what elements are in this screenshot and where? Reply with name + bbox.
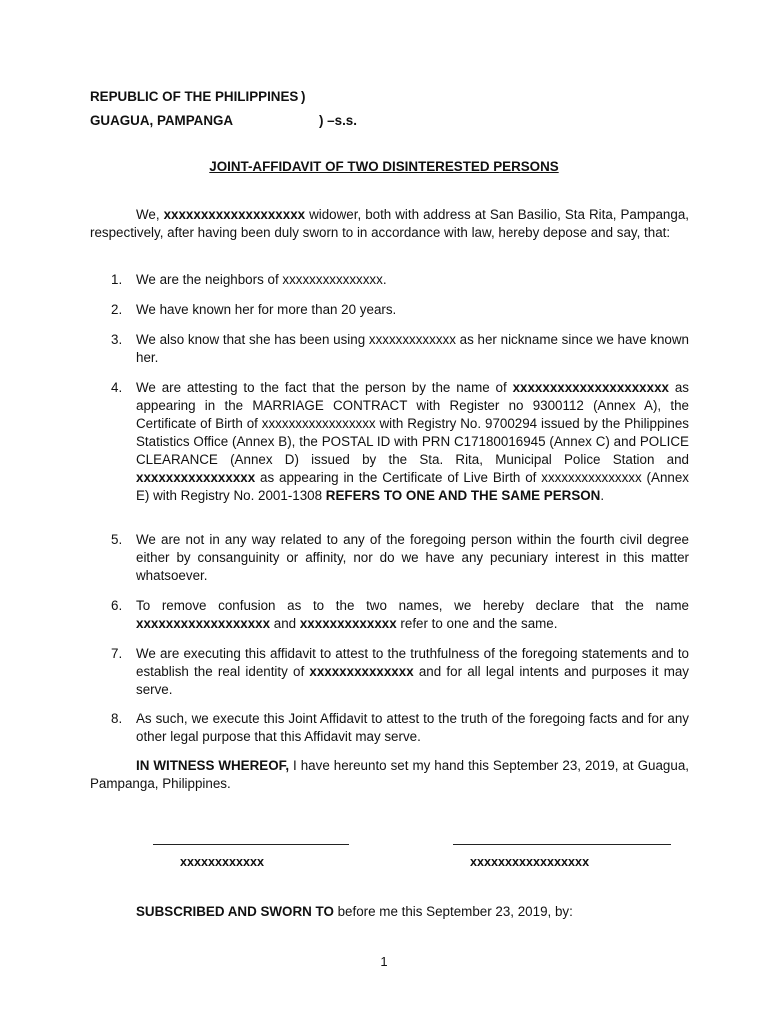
statement-item — [111, 271, 689, 289]
signatory-name-right: xxxxxxxxxxxxxxxxx — [470, 855, 590, 869]
statement-text — [136, 380, 689, 503]
witness-paragraph — [90, 757, 689, 793]
jurat-lead: SUBSCRIBED AND SWORN TO — [136, 904, 334, 919]
signatory-name-left: xxxxxxxxxxxx — [180, 855, 265, 869]
statement-item — [111, 531, 689, 585]
statement-run: We are the neighbors of xxxxxxxxxxxxxxx. — [136, 272, 387, 287]
statement-run: To remove confusion as to the two names, we hereby declare that the name — [136, 598, 689, 613]
statement-emphasis: xxxxxxxxxxxxxx — [309, 664, 414, 679]
statement-run: as appearing in the MARRIAGE CONTRACT with Register no 9300112 (Annex A), the Certificate of Birth of xxxxxxxxxxxxxxxxx with Registry No. 9700294 issued by the Philippines Statistics Office (Annex B), the POSTAL ID with PRN C17180016945 (Annex C) and POLICE CLEARANCE (Annex D) issued by the Sta. Rita, Municipal Police Station and — [136, 380, 689, 467]
document-title: JOINT-AFFIDAVIT OF TWO DISINTERESTED PERSONS — [209, 159, 559, 174]
statement-run: As such, we execute this Joint Affidavit to attest to the truth of the foregoing facts and for any other legal purpose that this Affidavit may serve. — [136, 711, 689, 744]
statement-number: 7. — [111, 646, 123, 661]
statement-item — [111, 379, 689, 505]
statement-run: We are executing this affidavit to attest to the truthfulness of the foregoing statements and to establish the real identity of — [136, 646, 689, 679]
page-number: 1 — [380, 954, 388, 969]
statement-emphasis: xxxxxxxxxxxxxxxxxx — [136, 616, 271, 631]
statement-text — [136, 532, 689, 583]
caption-venue — [90, 112, 357, 130]
statement-run: and — [270, 616, 300, 631]
jurat-line — [136, 903, 573, 921]
statement-run: and for all legal intents and purposes it may serve. — [136, 664, 689, 697]
statement-run: We have known her for more than 20 years. — [136, 302, 397, 317]
statement-number: 6. — [111, 598, 123, 613]
signature-line-left — [153, 844, 349, 845]
statement-number: 2. — [111, 302, 123, 317]
statement-text — [136, 711, 689, 744]
statement-number: 1. — [111, 272, 123, 287]
intro-paragraph — [90, 206, 689, 242]
statement-emphasis: REFERS TO ONE AND THE SAME PERSON — [325, 488, 601, 503]
statement-run: refer to one and the same. — [396, 616, 558, 631]
statement-item — [111, 597, 689, 633]
caption-ss: ) –s.s. — [319, 113, 357, 128]
statement-item — [111, 331, 689, 367]
witness-lead: IN WITNESS WHEREOF, — [136, 758, 290, 773]
statement-number: 8. — [111, 711, 123, 726]
statement-number: 4. — [111, 380, 123, 395]
statement-run: as appearing in the Certificate of Live Birth of xxxxxxxxxxxxxxx (Annex E) with Registry No. 2001-1308 — [136, 470, 689, 503]
statement-text — [136, 646, 689, 697]
statement-text — [136, 302, 396, 317]
statement-run: We are attesting to the fact that the person by the name of — [136, 380, 513, 395]
statement-text — [136, 598, 689, 631]
statement-text — [136, 272, 387, 287]
caption-republic — [90, 88, 306, 106]
statement-item — [111, 301, 689, 319]
intro-names: xxxxxxxxxxxxxxxxxxx — [163, 207, 306, 222]
statement-text — [136, 332, 689, 365]
witness-rest: I have hereunto set my hand this September 23, 2019, at Guagua, Pampanga, Philippines. — [90, 758, 689, 791]
signature-line-right — [453, 844, 671, 845]
caption-republic-text: REPUBLIC OF THE PHILIPPINES — [90, 89, 299, 104]
jurat-rest: before me this September 23, 2019, by: — [333, 904, 573, 919]
caption-venue-text: GUAGUA, PAMPANGA — [90, 113, 234, 128]
statement-number: 5. — [111, 532, 123, 547]
statement-emphasis: xxxxxxxxxxxxx — [299, 616, 397, 631]
intro-rest: widower, both with address at San Basilio, Sta Rita, Pampanga, respectively, after having been duly sworn to in accordance with law, hereby depose and say, that: — [90, 207, 689, 240]
statement-item — [111, 710, 689, 746]
statement-run: . — [600, 488, 605, 503]
caption-republic-bracket: ) — [301, 89, 306, 104]
statement-item — [111, 645, 689, 699]
statement-emphasis: xxxxxxxxxxxxxxxxxxxxx — [512, 380, 669, 395]
statement-number: 3. — [111, 332, 123, 347]
intro-we: We, — [136, 207, 160, 222]
statement-run: We are not in any way related to any of the foregoing person within the fourth civil degree either by consanguinity or affinity, nor do we have any pecuniary interest in this matter whatsoever. — [136, 532, 689, 583]
statement-run: We also know that she has been using xxxxxxxxxxxxx as her nickname since we have known her. — [136, 332, 689, 365]
statement-emphasis: xxxxxxxxxxxxxxxx — [136, 470, 256, 485]
